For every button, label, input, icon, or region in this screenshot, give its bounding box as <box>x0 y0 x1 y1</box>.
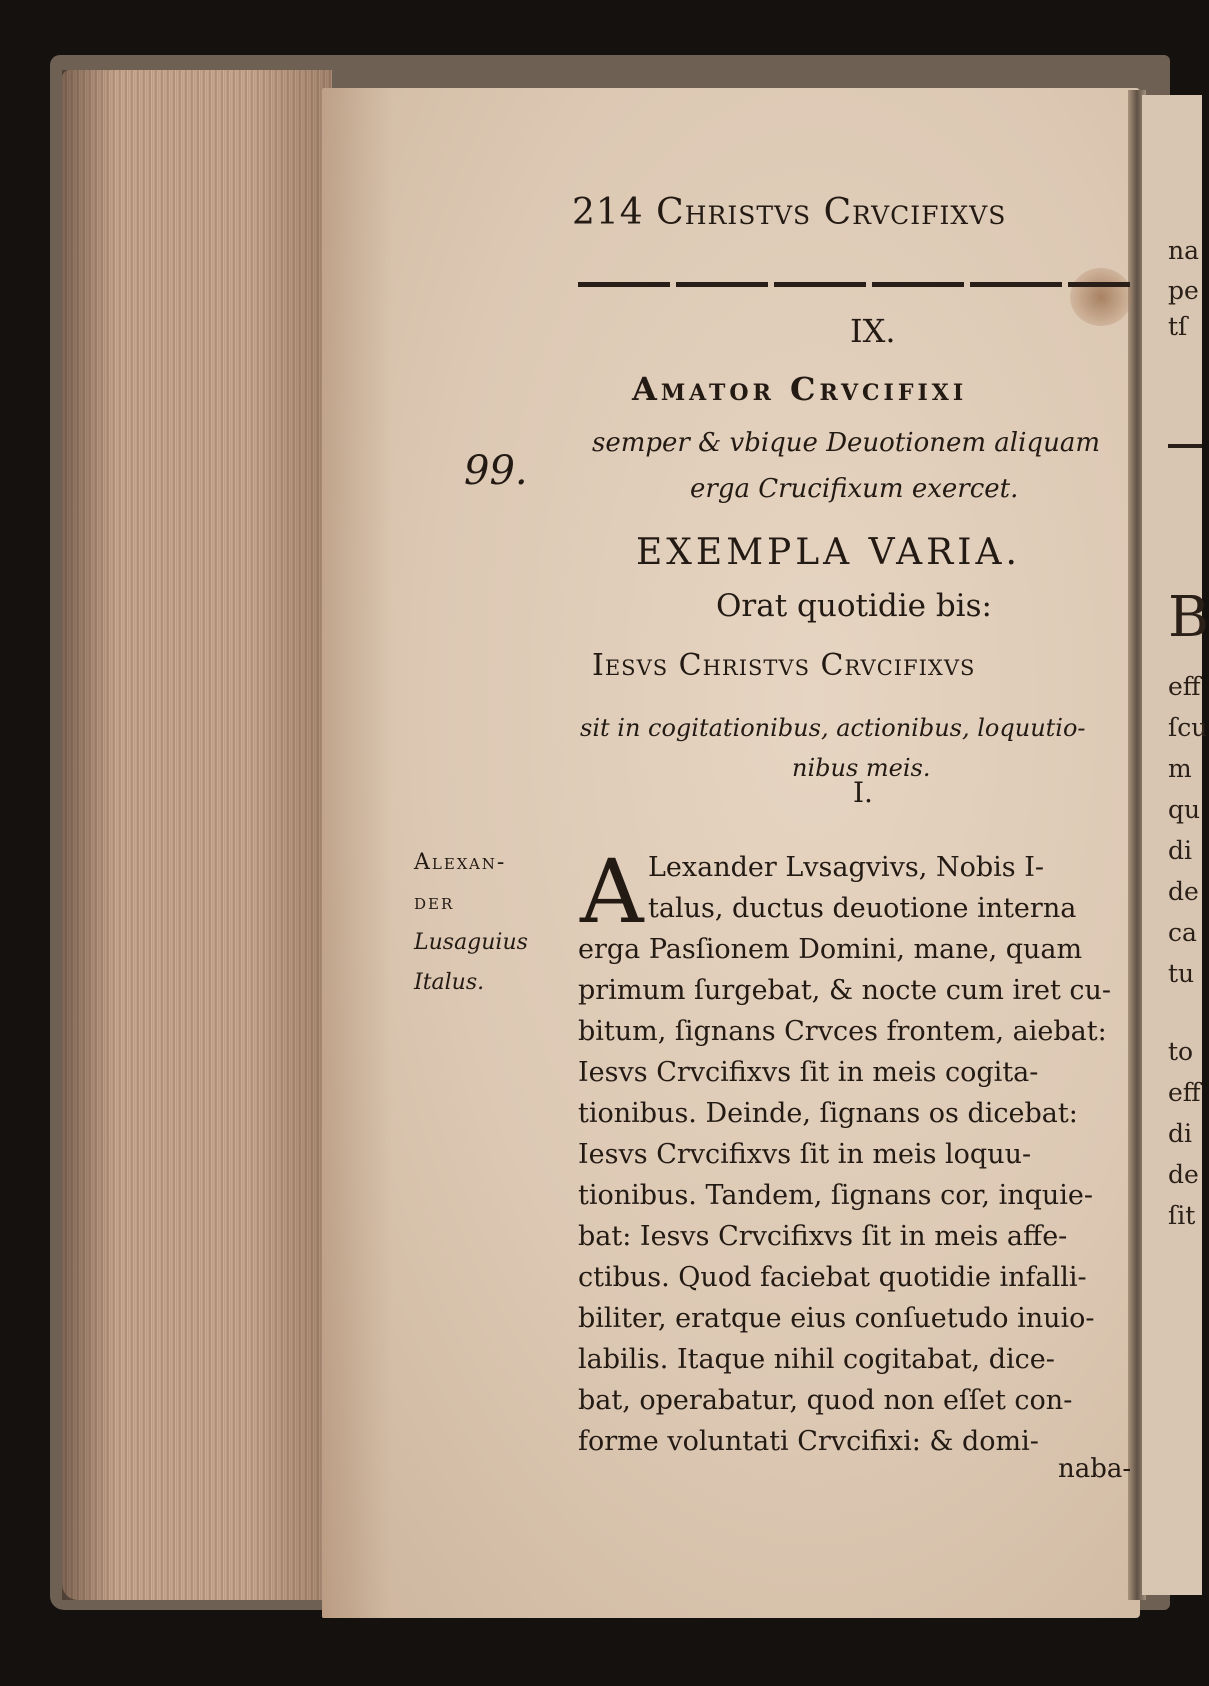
side-note-line: Italus. <box>414 970 485 995</box>
body-line: Iesvs Crvcifixvs ſit in meis cogita- <box>578 1057 1039 1088</box>
next-page-fragment: pe <box>1168 276 1199 305</box>
body-line: primum ſurgebat, & nocte cum iret cu- <box>578 975 1112 1006</box>
body-line: bat, operabatur, quod non eſſet con- <box>578 1385 1073 1416</box>
catchword: naba- <box>1058 1454 1132 1484</box>
jesus-line: Iesvs Christvs Crvcifixvs <box>592 648 976 683</box>
body-line: biliter, eratque eius conſuetudo inuio- <box>578 1303 1095 1334</box>
body-line: Iesvs Crvcifixvs ſit in meis loquu- <box>578 1139 1032 1170</box>
header-rule <box>578 282 1130 287</box>
section-subtitle-line: erga Crucifixum exercet. <box>690 474 1019 504</box>
next-page-fragment: tſ <box>1168 312 1188 341</box>
next-page-fragment: na <box>1168 236 1200 265</box>
page-stain <box>1070 268 1132 326</box>
body-line: erga Pasſionem Domini, mane, quam <box>578 934 1083 965</box>
body-line: labilis. Itaque nihil cogitabat, dice- <box>578 1344 1055 1375</box>
section-subtitle-line: semper & vbique Deuotionem aliquam <box>592 428 1100 458</box>
body-line: Lexander Lvsagvivs, Nobis I- <box>648 852 1044 883</box>
examples-heading: EXEMPLA VARIA. <box>636 532 1021 573</box>
next-page-fragment: di <box>1168 836 1192 865</box>
section-number: IX. <box>850 312 896 350</box>
next-page-fragment: ſit <box>1168 1201 1196 1230</box>
next-page-fragment: de <box>1168 1160 1199 1189</box>
body-line: tionibus. Deinde, ſignans os dicebat: <box>578 1098 1078 1129</box>
prayer-line: sit in cogitationibus, actionibus, loquutio- <box>580 714 1086 742</box>
running-head: 214 Christvs Crvcifixvs <box>572 192 1007 233</box>
page-edges <box>62 70 332 1600</box>
next-page-fragment: eff <box>1168 1078 1201 1107</box>
next-page-fragment: tu <box>1168 959 1195 988</box>
next-page-fragment: qu <box>1168 795 1201 824</box>
next-page-fragment: to <box>1168 1037 1194 1066</box>
next-page-fragment: di <box>1168 1119 1192 1148</box>
section-title: Amator Crvcifixi <box>632 370 968 408</box>
next-page-fragment: ſcu <box>1168 713 1208 742</box>
drop-cap: A <box>580 840 644 943</box>
side-note-line: der <box>414 890 455 915</box>
body-line: tionibus. Tandem, ſignans cor, inquie- <box>578 1180 1094 1211</box>
prayer-line: nibus meis. <box>792 754 931 782</box>
example-number: I. <box>853 776 873 809</box>
body-line: talus, ductus deuotione interna <box>648 893 1077 924</box>
orat-line: Orat quotidie bis: <box>716 588 992 624</box>
next-page-fragment: B <box>1168 585 1209 650</box>
next-page-fragment: eff <box>1168 672 1201 701</box>
body-line: bitum, ſignans Crvces frontem, aiebat: <box>578 1016 1107 1047</box>
next-page-fragment: de <box>1168 877 1199 906</box>
side-note-line: Lusaguius <box>414 930 528 955</box>
next-page-fragment: ca <box>1168 918 1197 947</box>
body-line: forme voluntati Crvcifixi: & domi- <box>578 1426 1039 1457</box>
body-line: ctibus. Quod faciebat quotidie infalli- <box>578 1262 1087 1293</box>
margin-number: 99. <box>464 448 528 494</box>
next-page-fragment: m <box>1168 754 1192 783</box>
next-page-rule <box>1168 444 1202 448</box>
body-line: bat: Iesvs Crvcifixvs ſit in meis affe- <box>578 1221 1068 1252</box>
side-note-line: Alexan- <box>414 850 507 875</box>
